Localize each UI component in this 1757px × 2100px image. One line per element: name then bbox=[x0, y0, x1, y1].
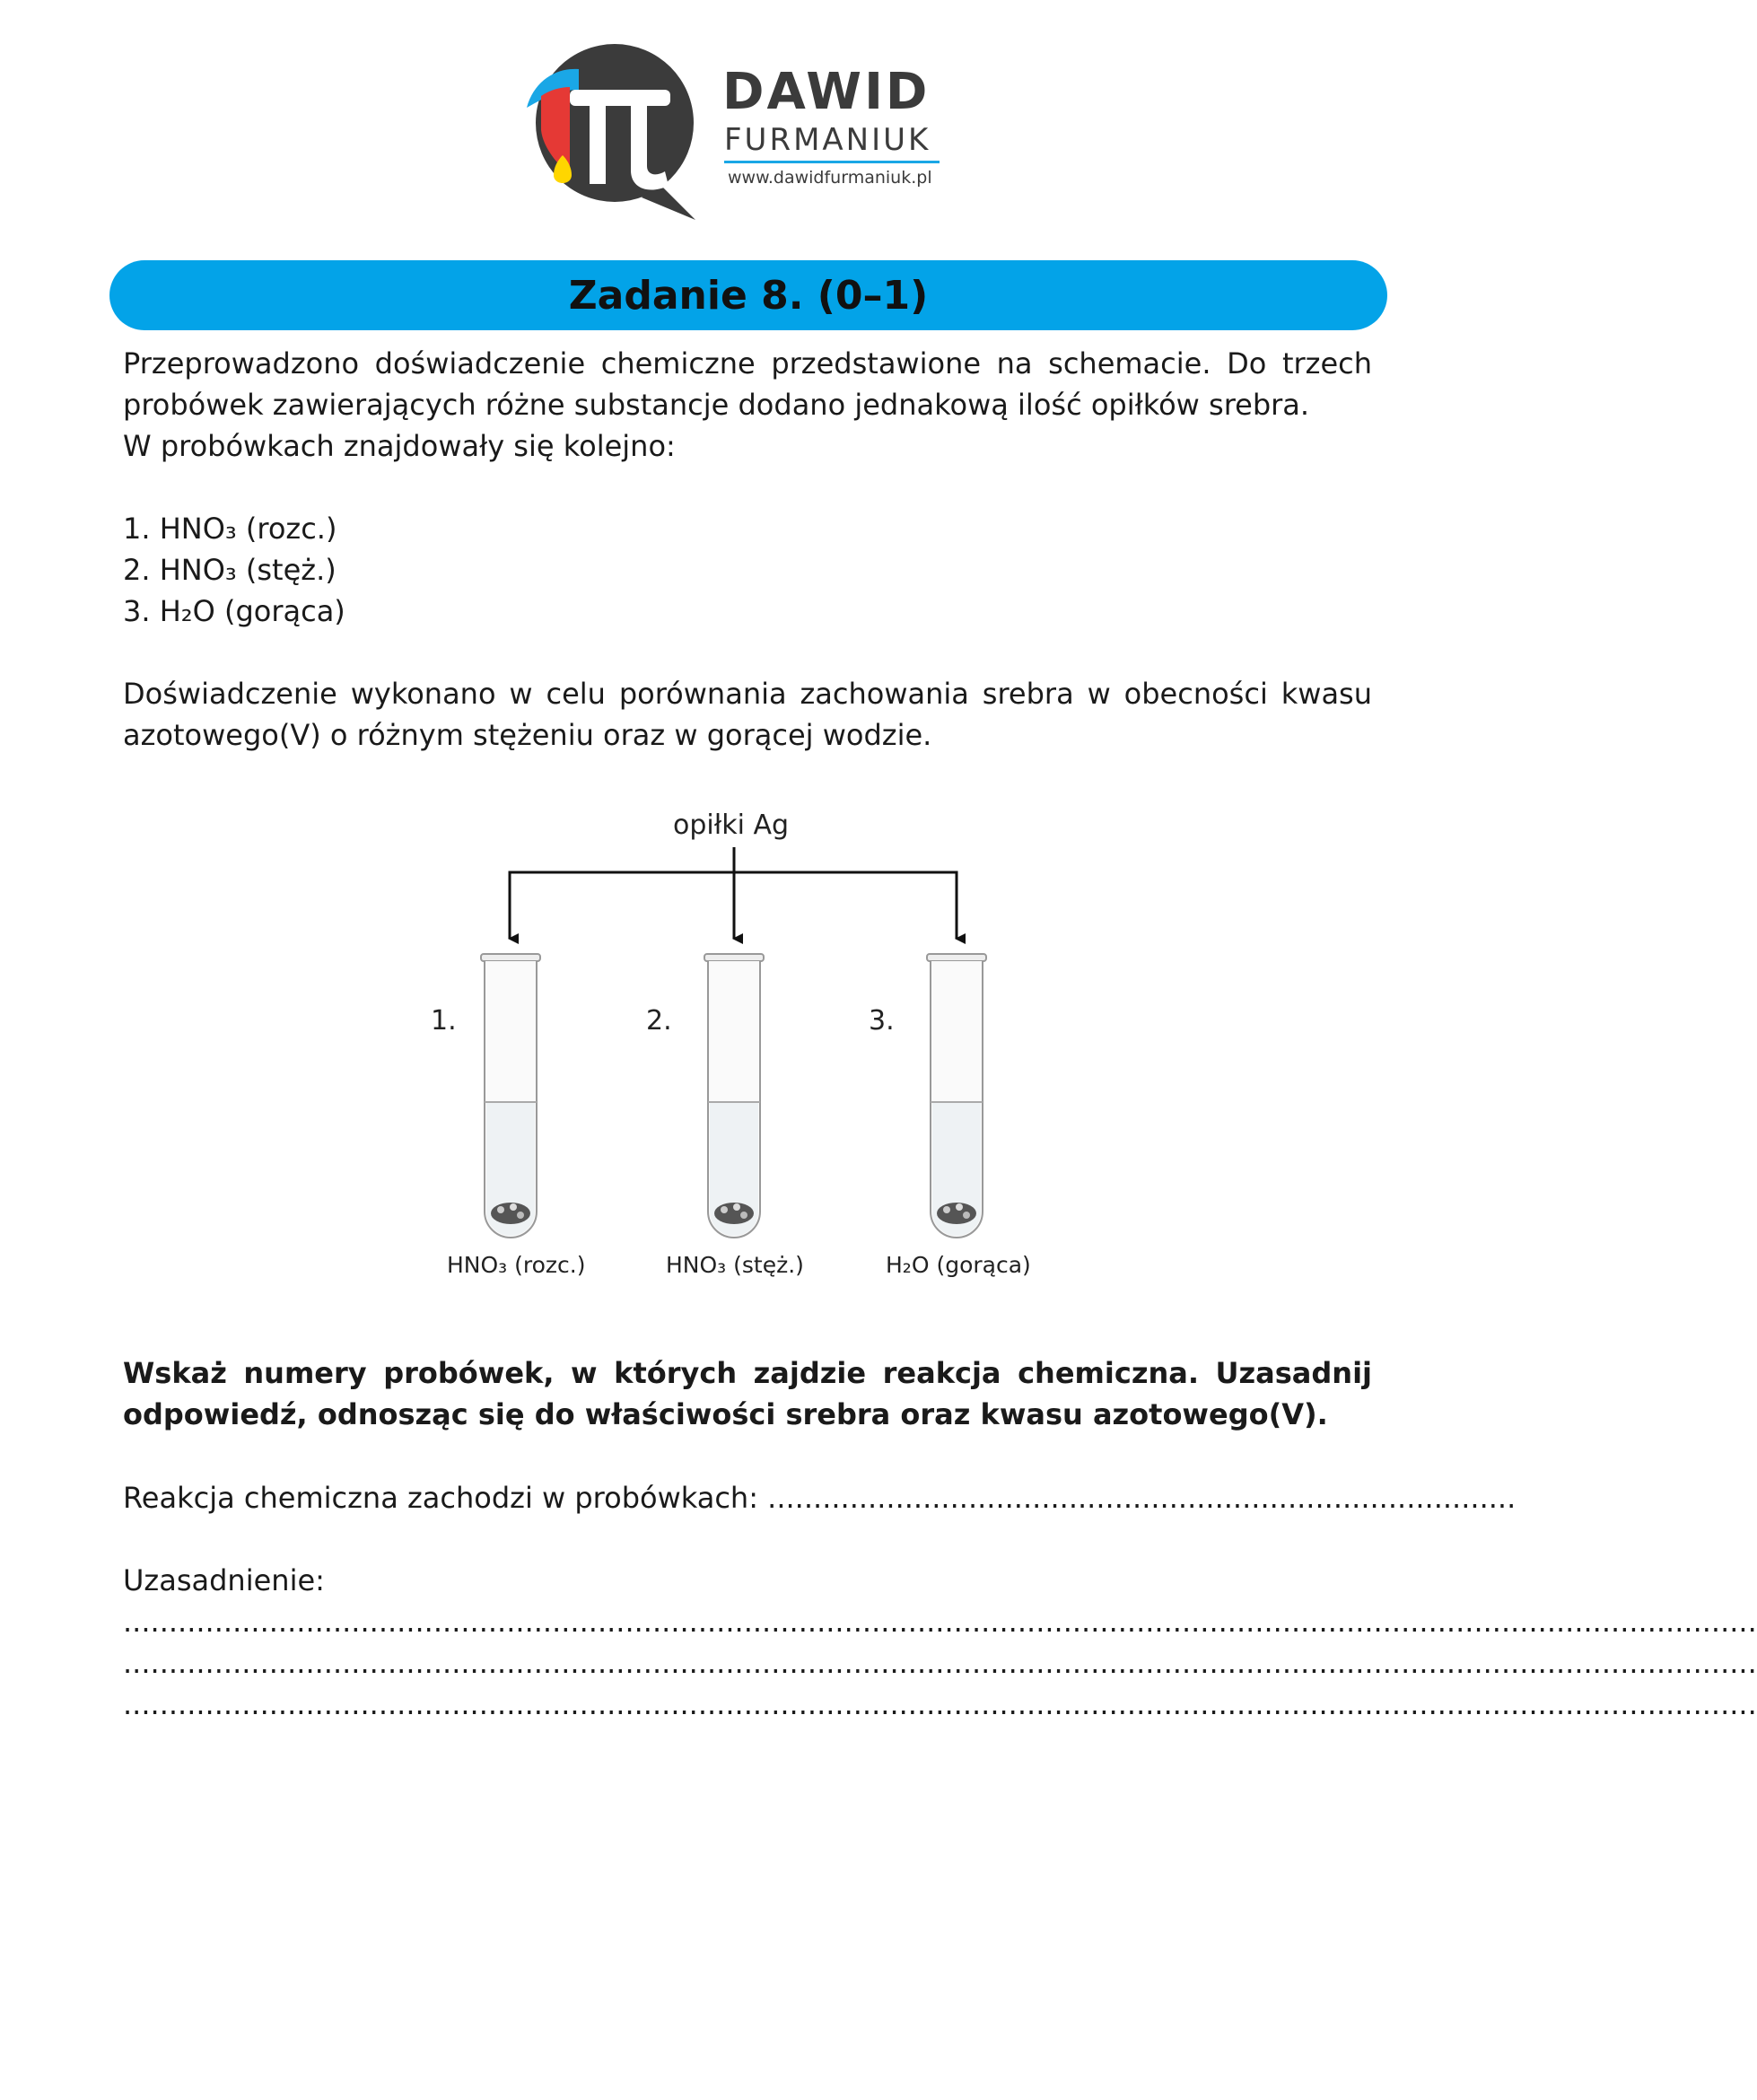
tube-caption-1: HNO₃ (rozc.) bbox=[447, 1252, 586, 1278]
task-question: Wskaż numery probówek, w których zajdzie reakcja chemiczna. Uzasadnij odpowiedź, odnosząc się do właściwości srebra oraz kwasu azotowego(V). bbox=[123, 1356, 1372, 1431]
tube-caption-2: HNO₃ (stęż.) bbox=[666, 1252, 804, 1278]
task-intro bbox=[123, 343, 1372, 756]
tube-number-3: 3. bbox=[869, 1005, 895, 1037]
brand-divider bbox=[724, 161, 940, 163]
reagent-label: opiłki Ag bbox=[673, 809, 790, 841]
experiment-diagram bbox=[395, 799, 1032, 1301]
tube-number-1: 1. bbox=[431, 1005, 457, 1037]
justification-label: Uzasadnienie: bbox=[123, 1563, 325, 1597]
justification-section bbox=[123, 1560, 1757, 1725]
list-item: 1. HNO₃ (rozc.) bbox=[123, 512, 337, 546]
justification-answer-line[interactable]: ................................................................................................................................................................................... bbox=[123, 1605, 1757, 1639]
task-banner bbox=[109, 260, 1387, 330]
brand-name: DAWID bbox=[722, 63, 931, 121]
intro-paragraph-1: Przeprowadzono doświadczenie chemiczne przedstawione na schemacie. Do trzech probówek zawierających różne substancje dodano jednakową ilość opiłków srebra. bbox=[123, 346, 1372, 422]
pi-logo-icon bbox=[516, 40, 722, 220]
spacer bbox=[123, 632, 1372, 673]
test-tube-1 bbox=[481, 954, 540, 1238]
justification-answer-line[interactable]: ................................................................................................................................................................................... bbox=[123, 1646, 1757, 1680]
list-item: 3. H₂O (gorąca) bbox=[123, 594, 345, 628]
tube-number-2: 2. bbox=[646, 1005, 672, 1037]
reaction-label: Reakcja chemiczna zachodzi w probówkach: bbox=[123, 1481, 768, 1515]
substance-list bbox=[123, 508, 1372, 632]
intro-paragraph-3: Doświadczenie wykonano w celu porównania zachowania srebra w obecności kwasu azotowego(V) o różnym stężeniu oraz w gorącej wodzie. bbox=[123, 677, 1372, 752]
brand-surname: FURMANIUK bbox=[724, 122, 931, 158]
list-item: 2. HNO₃ (stęż.) bbox=[123, 553, 337, 587]
reaction-answer-line bbox=[123, 1477, 1517, 1518]
justification-answer-line[interactable]: ................................................................................................................................................................................... bbox=[123, 1687, 1757, 1721]
test-tube-3 bbox=[927, 954, 986, 1238]
tube-caption-3: H₂O (gorąca) bbox=[886, 1252, 1031, 1278]
task-title: Zadanie 8. (0–1) bbox=[568, 272, 929, 319]
brand-url: www.dawidfurmaniuk.pl bbox=[728, 168, 932, 188]
brand-logo bbox=[516, 40, 947, 220]
test-tubes-diagram bbox=[395, 799, 1032, 1301]
spacer bbox=[123, 467, 1372, 508]
test-tube-2 bbox=[704, 954, 764, 1238]
reaction-answer-field[interactable]: .................................................................................. bbox=[767, 1481, 1517, 1515]
intro-paragraph-2: W probówkach znajdowały się kolejno: bbox=[123, 429, 676, 463]
